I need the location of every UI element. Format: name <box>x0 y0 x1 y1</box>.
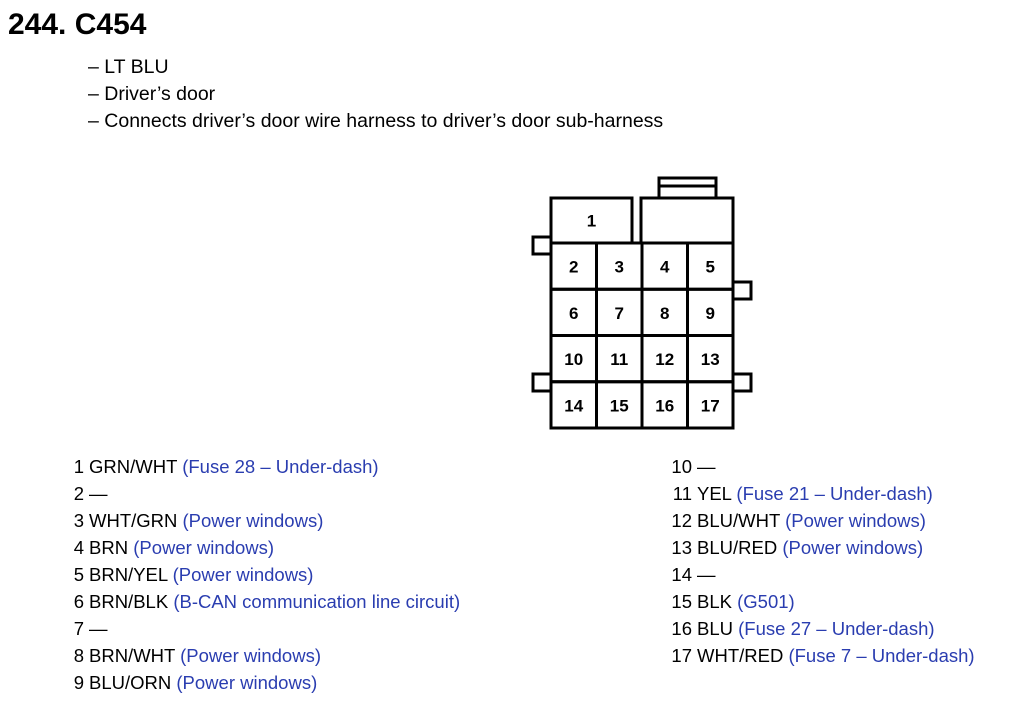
pin-label-2: 2 <box>569 257 579 277</box>
pin-number: 7 <box>73 618 84 639</box>
pinout-row-11 <box>664 480 975 507</box>
wire-color: GRN/WHT <box>89 456 178 477</box>
connector-tab-left-lower <box>533 374 551 391</box>
circuit-reference: (Power windows) <box>133 537 275 558</box>
pin-number: 15 <box>671 591 692 612</box>
wire-color: BLU/ORN <box>89 672 172 693</box>
connector-color-line: – LT BLU <box>88 56 169 78</box>
pinout-row-15 <box>664 588 975 615</box>
pinout-row-3 <box>62 507 460 534</box>
pin-label-14: 14 <box>564 396 584 416</box>
pin-label-6: 6 <box>569 303 579 323</box>
pin-label-3: 3 <box>614 257 624 277</box>
circuit-reference: (Fuse 7 – Under-dash) <box>788 645 975 666</box>
connector-latch-top <box>659 178 716 198</box>
pin-number: 16 <box>671 618 692 639</box>
circuit-reference: (Power windows) <box>182 510 324 531</box>
connector-location-line: – Driver’s door <box>88 83 216 105</box>
connector-tab-right-lower <box>733 374 751 391</box>
pin-number: 8 <box>73 645 84 666</box>
connector-purpose-line: – Connects driver’s door wire harness to driver’s door sub-harness <box>88 110 664 132</box>
circuit-reference: (Power windows) <box>782 537 924 558</box>
connector-description <box>88 54 663 135</box>
pin-label-9: 9 <box>705 303 715 323</box>
wire-color: — <box>89 483 108 504</box>
pinout-row-4 <box>62 534 460 561</box>
pin-number: 13 <box>671 537 692 558</box>
circuit-reference: (B-CAN communication line circuit) <box>173 591 461 612</box>
wire-color: BRN/BLK <box>89 591 169 612</box>
pin-number: 5 <box>73 564 84 585</box>
pinout-row-10 <box>664 453 975 480</box>
connector-blank-cavity <box>641 198 733 243</box>
pin-number: 6 <box>73 591 84 612</box>
pinout-row-6 <box>62 588 460 615</box>
pinout-row-16 <box>664 615 975 642</box>
connector-face-diagram <box>528 172 758 434</box>
pinout-row-1 <box>62 453 460 480</box>
pin-number: 12 <box>671 510 692 531</box>
wire-color: BRN <box>89 537 129 558</box>
circuit-reference: (Fuse 21 – Under-dash) <box>736 483 933 504</box>
pinout-list-left <box>62 453 460 696</box>
pin-label-12: 12 <box>655 350 675 370</box>
wire-color: BLU/WHT <box>697 510 780 531</box>
circuit-reference: (Power windows) <box>785 510 926 531</box>
circuit-reference: (Fuse 28 – Under-dash) <box>182 456 379 477</box>
circuit-reference: (Power windows) <box>180 645 321 666</box>
pin-number: 4 <box>73 537 84 558</box>
pin-label-11: 11 <box>610 350 629 370</box>
pinout-row-5 <box>62 561 460 588</box>
wire-color: WHT/RED <box>697 645 784 666</box>
pin-label-16: 16 <box>655 396 675 416</box>
wire-color: BLU <box>697 618 733 639</box>
pin-label-5: 5 <box>705 257 715 277</box>
pinout-row-14 <box>664 561 975 588</box>
pin-label-17: 17 <box>700 396 720 416</box>
pinout-row-12 <box>664 507 975 534</box>
pin-label-13: 13 <box>700 350 720 370</box>
pin-label-15: 15 <box>609 396 629 416</box>
pinout-row-2 <box>62 480 460 507</box>
connector-tab-right-upper <box>733 282 751 299</box>
wire-color: BRN/YEL <box>89 564 168 585</box>
pinout-row-13 <box>664 534 975 561</box>
connector-title: 244. C454 <box>8 8 147 41</box>
pin-number: 1 <box>73 456 84 477</box>
pin-label-4: 4 <box>660 257 670 277</box>
pin-number: 2 <box>73 483 84 504</box>
pinout-row-7 <box>62 615 460 642</box>
connector-tab-left-upper <box>533 237 551 254</box>
wire-color: BLK <box>697 591 732 612</box>
pinout-row-8 <box>62 642 460 669</box>
pin-number: 14 <box>671 564 692 585</box>
wire-color: — <box>697 564 716 585</box>
pin-number: 10 <box>671 456 692 477</box>
pinout-row-17 <box>664 642 975 669</box>
pin-number: 3 <box>73 510 84 531</box>
pin-label-8: 8 <box>660 303 670 323</box>
pinout-row-9 <box>62 669 460 696</box>
wire-color: YEL <box>697 483 732 504</box>
circuit-reference: (Power windows) <box>172 564 314 585</box>
wire-color: BLU/RED <box>697 537 778 558</box>
wire-color: BRN/WHT <box>89 645 175 666</box>
pin-label-1: 1 <box>586 211 597 231</box>
circuit-reference: (Fuse 27 – Under-dash) <box>738 618 935 639</box>
pin-number: 11 <box>672 483 692 504</box>
circuit-reference: (Power windows) <box>176 672 318 693</box>
pinout-list-right <box>664 453 975 669</box>
pin-number: 17 <box>671 645 692 666</box>
circuit-reference: (G501) <box>737 591 795 612</box>
pin-label-7: 7 <box>614 303 624 323</box>
pin-number: 9 <box>73 672 84 693</box>
wire-color: — <box>89 618 108 639</box>
wire-color: — <box>697 456 716 477</box>
wire-color: WHT/GRN <box>89 510 178 531</box>
pin-label-10: 10 <box>564 350 584 370</box>
